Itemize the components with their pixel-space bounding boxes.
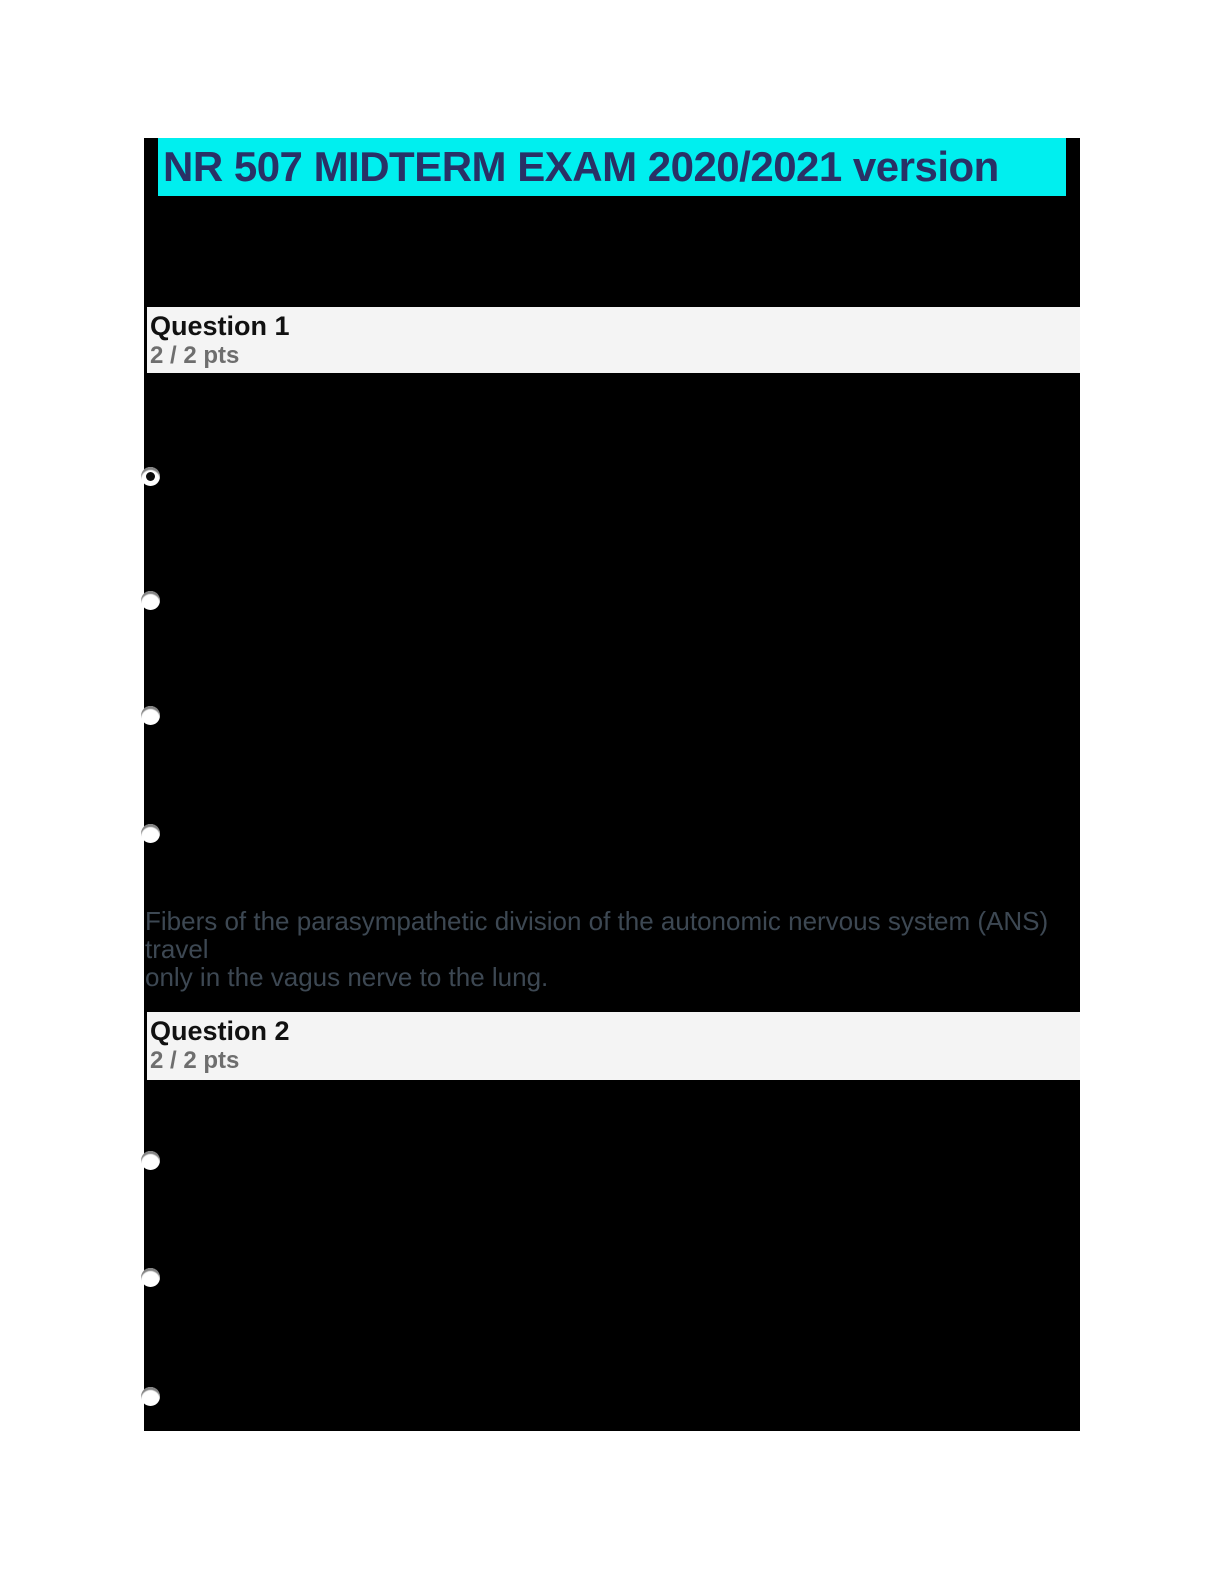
title-banner-redaction (144, 138, 1080, 196)
radio-option[interactable] (141, 591, 160, 610)
question-1-feedback-line1: Fibers of the parasympathetic division of the autonomic nervous system (ANS) travel (145, 906, 1049, 964)
question-1-label: Question 1 (150, 311, 290, 341)
question-1-feedback (145, 907, 1055, 991)
question-1-body-redacted (144, 373, 1080, 1012)
question-1-header (144, 307, 1080, 373)
radio-option[interactable] (141, 1387, 160, 1406)
question-2-label: Question 2 (150, 1016, 290, 1046)
radio-option[interactable] (141, 1268, 160, 1287)
radio-option-selected[interactable] (141, 467, 160, 486)
exam-document (144, 138, 1080, 1431)
radio-option[interactable] (141, 824, 160, 843)
question-1-points: 2 / 2 pts (150, 342, 240, 369)
question-1-feedback-line2: only in the vagus nerve to the lung. (145, 962, 549, 992)
radio-option[interactable] (141, 1151, 160, 1170)
radio-option[interactable] (141, 706, 160, 725)
question-2-header (144, 1012, 1080, 1080)
radio-dot-icon (146, 472, 155, 481)
exam-title-highlight (158, 138, 1066, 196)
question-2-points: 2 / 2 pts (150, 1047, 240, 1074)
exam-title: NR 507 MIDTERM EXAM 2020/2021 version (163, 143, 999, 190)
question-2-body-redacted (144, 1080, 1080, 1431)
redacted-block-intro (144, 196, 1080, 307)
